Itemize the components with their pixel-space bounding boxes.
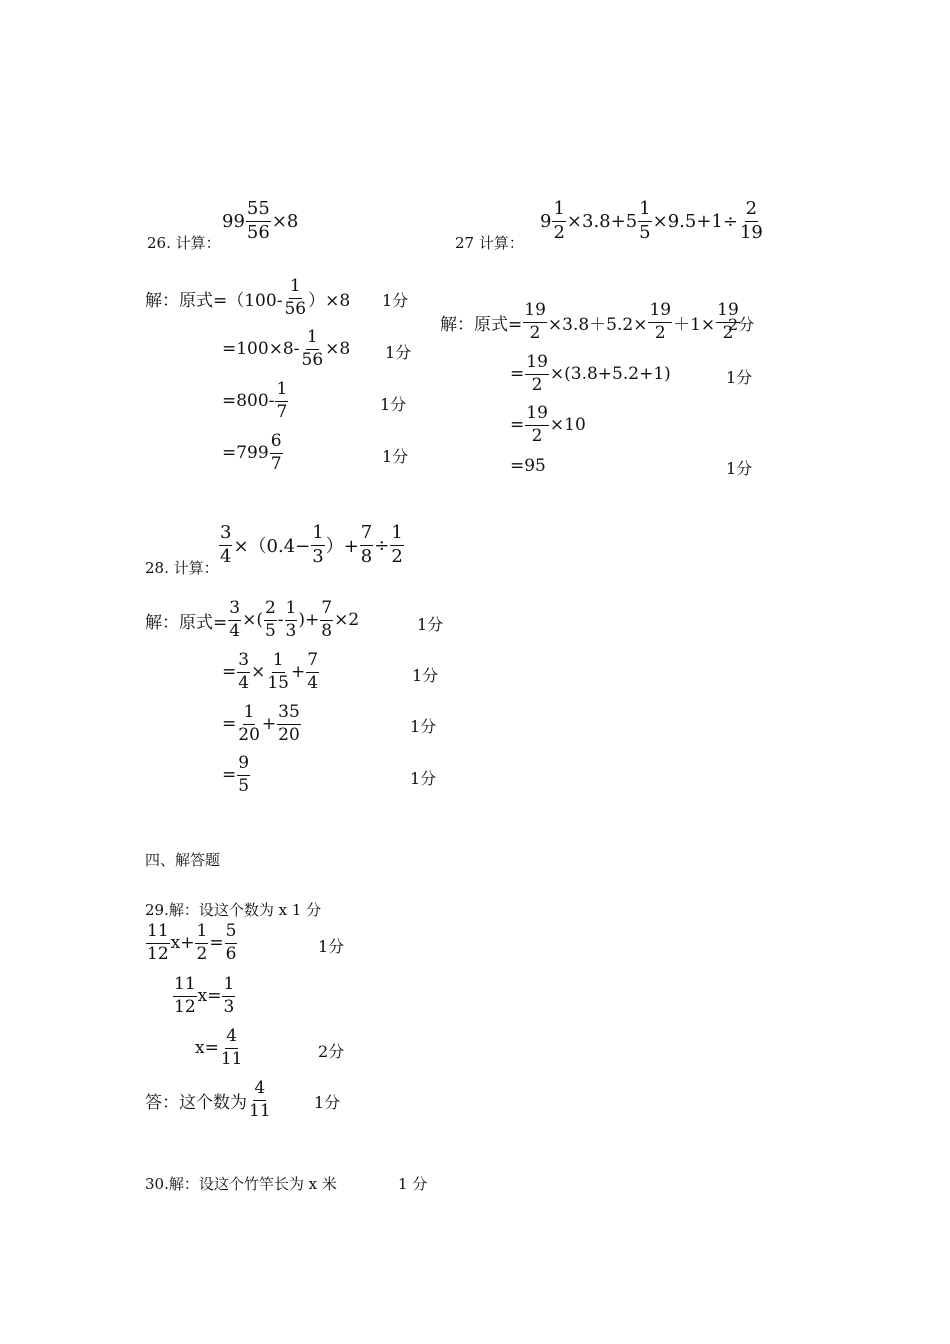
score: 1分	[382, 291, 409, 310]
q29-step-1: $\frac{11}{12}$ x+ $\frac{1}{2}$ = $\frac{5}{6}$	[147, 921, 237, 964]
q28-step-4: = $\frac{9}{5}$	[222, 753, 250, 796]
q27-step-1: 解：原式= $\frac{19}{2}$ ×3.8＋5.2× $\frac{19}{2}$ ＋1× $\frac{19}{2}$	[440, 300, 739, 343]
score: 1分	[412, 666, 439, 685]
score: 1 分	[398, 1175, 428, 1193]
score: 1分	[410, 717, 437, 736]
score: 2分	[728, 315, 755, 334]
score: 1分	[726, 459, 753, 478]
q30-intro: 30.解：设这个竹竿长为 x 米	[145, 1175, 337, 1193]
q26-step-1: 解：原式=（100- $\frac{1}{56}$ ）×8	[145, 276, 351, 319]
score: 1分	[314, 1093, 341, 1112]
q26-label: 26. 计算：	[147, 234, 221, 252]
score: 1分	[318, 937, 345, 956]
score: 2分	[318, 1042, 345, 1061]
q29-step-3: x= $\frac{4}{11}$	[195, 1026, 243, 1069]
score: 1分	[410, 769, 437, 788]
section-title: 四、解答题	[145, 851, 221, 869]
q27-expression: 9 $\frac{1}{2}$ ×3.8+5 $\frac{1}{5}$ ×9.5+1÷ $\frac{2}{19}$	[540, 198, 763, 243]
q26-step-2: =100×8- $\frac{1}{56}$ ×8	[222, 327, 351, 370]
q28-label: 28. 计算：	[145, 559, 219, 577]
score: 1分	[385, 343, 412, 362]
q27-label: 27 计算：	[455, 234, 524, 252]
q26-step-3: =800- $\frac{1}{7}$	[222, 379, 288, 422]
q28-step-1: 解：原式= $\frac{3}{4}$ ×( $\frac{2}{5}$ - $\frac{1}{3}$ )+ $\frac{7}{8}$ ×2	[145, 598, 360, 641]
q26-expression: 99 $\frac{55}{56}$ ×8	[222, 198, 299, 243]
score: 1分	[382, 447, 409, 466]
q29-answer: 答：这个数为 $\frac{4}{11}$	[145, 1078, 271, 1121]
q26-step-4: =799 $\frac{6}{7}$	[222, 431, 282, 474]
score: 1分	[726, 368, 753, 387]
q28-step-2: = $\frac{3}{4}$ × $\frac{1}{15}$ + $\frac{7}{4}$	[222, 650, 319, 693]
q29-step-2: $\frac{11}{12}$ x= $\frac{1}{3}$	[174, 974, 235, 1017]
score: 1分	[417, 615, 444, 634]
score: 1分	[380, 395, 407, 414]
q29-intro: 29.解：设这个数为 x 1 分	[145, 901, 322, 919]
q28-step-3: = $\frac{1}{20}$ + $\frac{35}{20}$	[222, 702, 300, 745]
q27-step-4: =95	[510, 456, 546, 476]
q27-step-2: = $\frac{19}{2}$ ×(3.8+5.2+1)	[510, 352, 671, 395]
fraction: $\frac{55}{56}$	[246, 198, 270, 243]
q27-step-3: = $\frac{19}{2}$ ×10	[510, 403, 586, 446]
q28-expression: $\frac{3}{4}$ ×（0.4− $\frac{1}{3}$ ）+ $\frac{7}{8}$ ÷ $\frac{1}{2}$	[220, 522, 403, 567]
